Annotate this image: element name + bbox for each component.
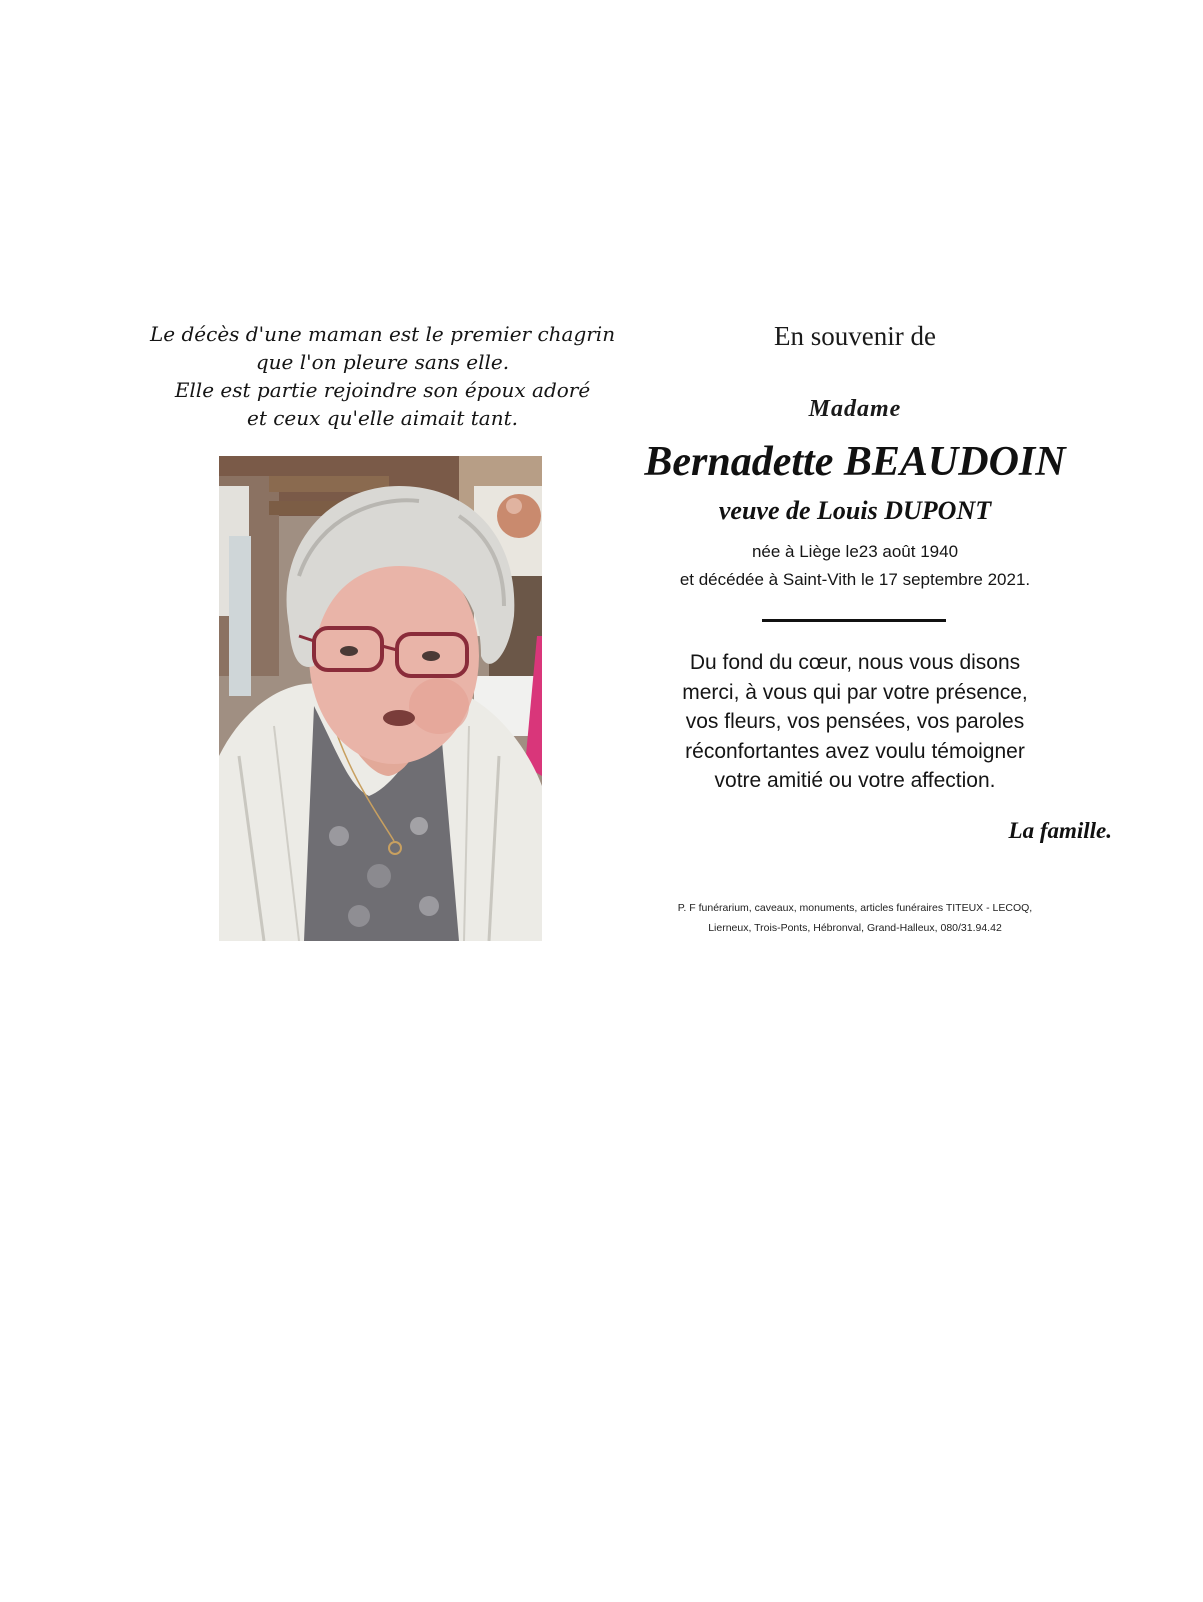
poem-line: Le décès d'une maman est le premier chagrin (150, 322, 616, 346)
separator-line (762, 619, 946, 622)
widow-of: veuve de Louis DUPONT (718, 496, 992, 525)
deceased-name: Bernadette BEAUDOIN (644, 439, 1066, 485)
footer-line: P. F funérarium, caveaux, monuments, articles funéraires TITEUX - LECOQ, (677, 902, 1033, 914)
poem (150, 320, 615, 432)
thanks-line: Du fond du cœur, nous vous disons (689, 651, 1021, 674)
thanks-line: merci, à vous qui par votre présence, (682, 680, 1028, 704)
portrait-illustration (219, 456, 542, 941)
portrait-photo (219, 456, 542, 941)
poem-line: que l'on pleure sans elle. (255, 350, 510, 374)
life-dates (620, 538, 1090, 594)
footer-line: Lierneux, Trois-Ponts, Hébronval, Grand-Halleux, 080/31.94.42 (708, 922, 1002, 934)
family-signature: La famille. (1008, 818, 1112, 843)
thanks-line: votre amitié ou votre affection. (714, 769, 996, 792)
honorific: Madame (808, 396, 902, 422)
thanks-message (620, 648, 1090, 796)
souvenir-heading: En souvenir de (774, 321, 936, 351)
poem-line: Elle est partie rejoindre son époux adoré (174, 378, 591, 402)
funeral-home-footer (620, 898, 1090, 938)
death-line: et décédée à Saint-Vith le 17 septembre 2021. (679, 570, 1031, 589)
poem-line: et ceux qu'elle aimait tant. (246, 406, 519, 430)
thanks-line: réconfortantes avez voulu témoigner (685, 739, 1025, 763)
birth-line: née à Liège le23 août 1940 (751, 542, 959, 561)
thanks-line: vos fleurs, vos pensées, vos paroles (685, 710, 1025, 733)
